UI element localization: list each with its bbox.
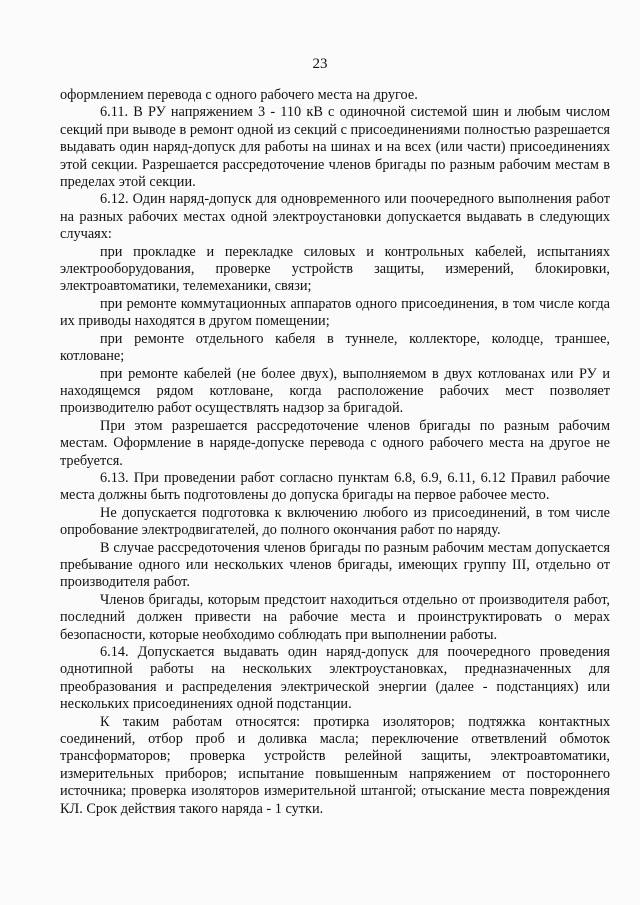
- paragraph: 6.14. Допускается выдавать один наряд-допуск для поочередного проведения однотипной работы на нескольких электроустановках, предназначенных для преобразования и распределения электрической энергии (далее - подстанциях) или нескольких присоединениях одной подстанции.: [60, 644, 610, 713]
- paragraph: при ремонте кабелей (не более двух), выполняемом в двух котлованах или РУ и находящемся рядом котловане, когда расположение рабочих мест позволяет производителю работ осуществлять надзор за бригадой.: [60, 365, 610, 417]
- paragraph: Членов бригады, которым предстоит находиться отдельно от производителя работ, последний должен привести на рабочие места и проинструктировать о мерах безопасности, которые необходимо соблюдать при выполнении работы.: [60, 591, 610, 643]
- paragraph: 6.13. При проведении работ согласно пунктам 6.8, 6.9, 6.11, 6.12 Правил рабочие места должны быть подготовлены до допуска бригады на первое рабочее место.: [60, 469, 610, 504]
- page-number: 23: [312, 56, 328, 72]
- paragraph: В случае рассредоточения членов бригады по разным рабочим местам допускается пребывание одного или нескольких членов бригады, имеющих группу III, отдельно от производителя работ.: [60, 539, 610, 591]
- paragraph: при ремонте коммутационных аппаратов одного присоединения, в том числе когда их приводы находятся в другом помещении;: [60, 295, 610, 330]
- paragraph: При этом разрешается рассредоточение членов бригады по разным рабочим местам. Оформление в наряде-допуске перевода с одного рабочего места на другое не требуется.: [60, 417, 610, 469]
- paragraph: 6.11. В РУ напряжением 3 - 110 кВ с одиночной системой шин и любым числом секций при выводе в ремонт одной из секций с присоединениями полностью разрешается выдавать один наряд-допуск для работы на шинах и на всех (или части) присоединениях этой секции. Разрешается рассредоточение членов бригады по разным рабочим местам в пределах этой секции.: [60, 104, 610, 191]
- paragraph: при прокладке и перекладке силовых и контрольных кабелей, испытаниях электрооборудования, проверке устройств защиты, измерений, блокировки, электроавтоматики, телемеханики, связи;: [60, 243, 610, 295]
- document-body: [60, 87, 610, 818]
- paragraph: при ремонте отдельного кабеля в туннеле, коллекторе, колодце, траншее, котловане;: [60, 330, 610, 365]
- paragraph: К таким работам относятся: протирка изоляторов; подтяжка контактных соединений, отбор проб и доливка масла; переключение ответвлений обмоток трансформаторов; проверка устройств релейной защиты, электроавтоматики, измерительных приборов; испытание повышенным напряжением от постороннего источника; проверка изоляторов измерительной штангой; отыскание места повреждения КЛ. Срок действия такого наряда - 1 сутки.: [60, 713, 610, 817]
- paragraph: оформлением перевода с одного рабочего места на другое.: [60, 87, 418, 103]
- paragraph: Не допускается подготовка к включению любого из присоединений, в том числе опробование электродвигателей, до полного окончания работ по наряду.: [60, 504, 610, 539]
- paragraph: 6.12. Один наряд-допуск для одновременного или поочередного выполнения работ на разных рабочих местах одной электроустановки допускается выдавать в следующих случаях:: [60, 191, 610, 243]
